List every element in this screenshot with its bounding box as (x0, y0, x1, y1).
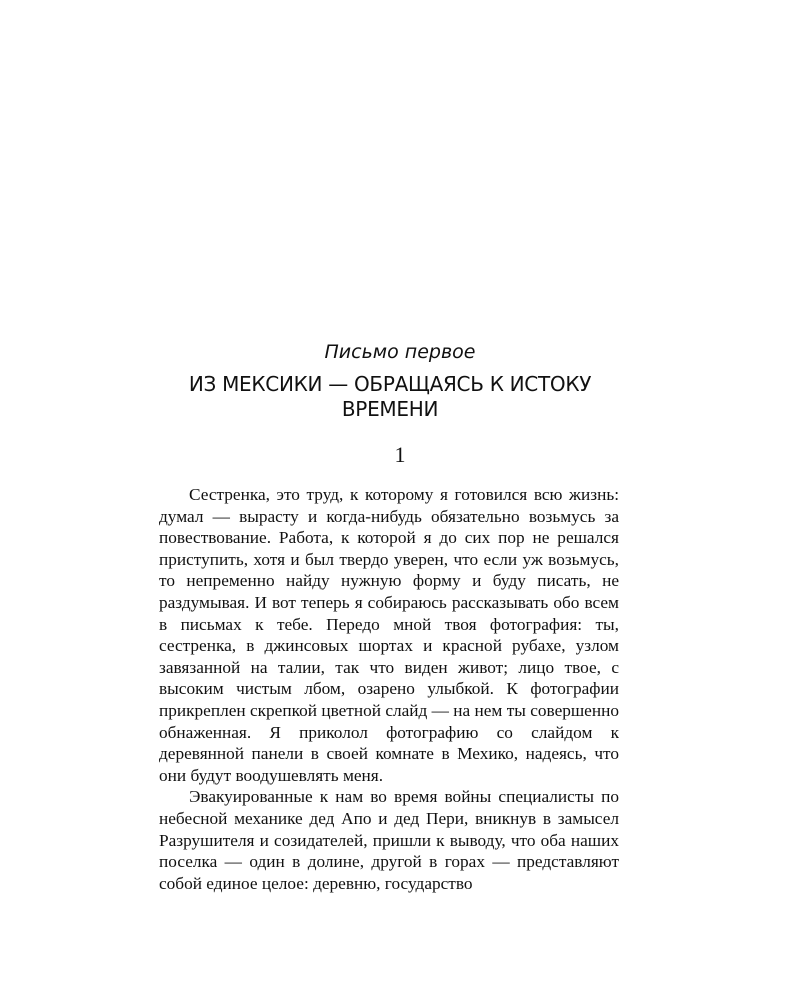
body-text (159, 484, 619, 894)
paragraph-1: Сестренка, это труд, к которому я готовился всю жизнь: думал — вырасту и когда-нибудь обязательно возьмусь за повествование. Работа, к которой я до сих пор не решался приступить, хотя и был твердо уверен, что если уж возьмусь, то непременно найду нужную форму и буду писать, не раздумывая. И вот теперь я собираюсь рассказывать обо всем в письмах к тебе. Передо мной твоя фотография: ты, сестренка, в джинсовых шортах и красной рубахе, узлом завязанной на талии, так что виден живот; лицо твое, с высоким чистым лбом, озарено улыбкой. К фотографии прикреплен скрепкой цветной слайд — на нем ты совершенно обнаженная. Я приколол фотографию со слайдом к деревянной панели в своей комнате в Мехико, надеясь, что они будут воодушевлять меня. (159, 485, 619, 785)
chapter-title: ИЗ МЕКСИКИ — ОБРАЩАЯСЬ К ИСТОКУ ВРЕМЕНИ (188, 372, 592, 421)
section-number: 1 (394, 442, 406, 467)
letter-label: Письмо первое (324, 341, 476, 363)
paragraph-2: Эвакуированные к нам во время войны специалисты по небесной механике дед Апо и дед Пери, вникнув в замысел Разрушителя и созидателей, пришли к выводу, что оба наших поселка — один в долине, другой в горах — представляют собой единое целое: деревню, государство (159, 787, 619, 893)
